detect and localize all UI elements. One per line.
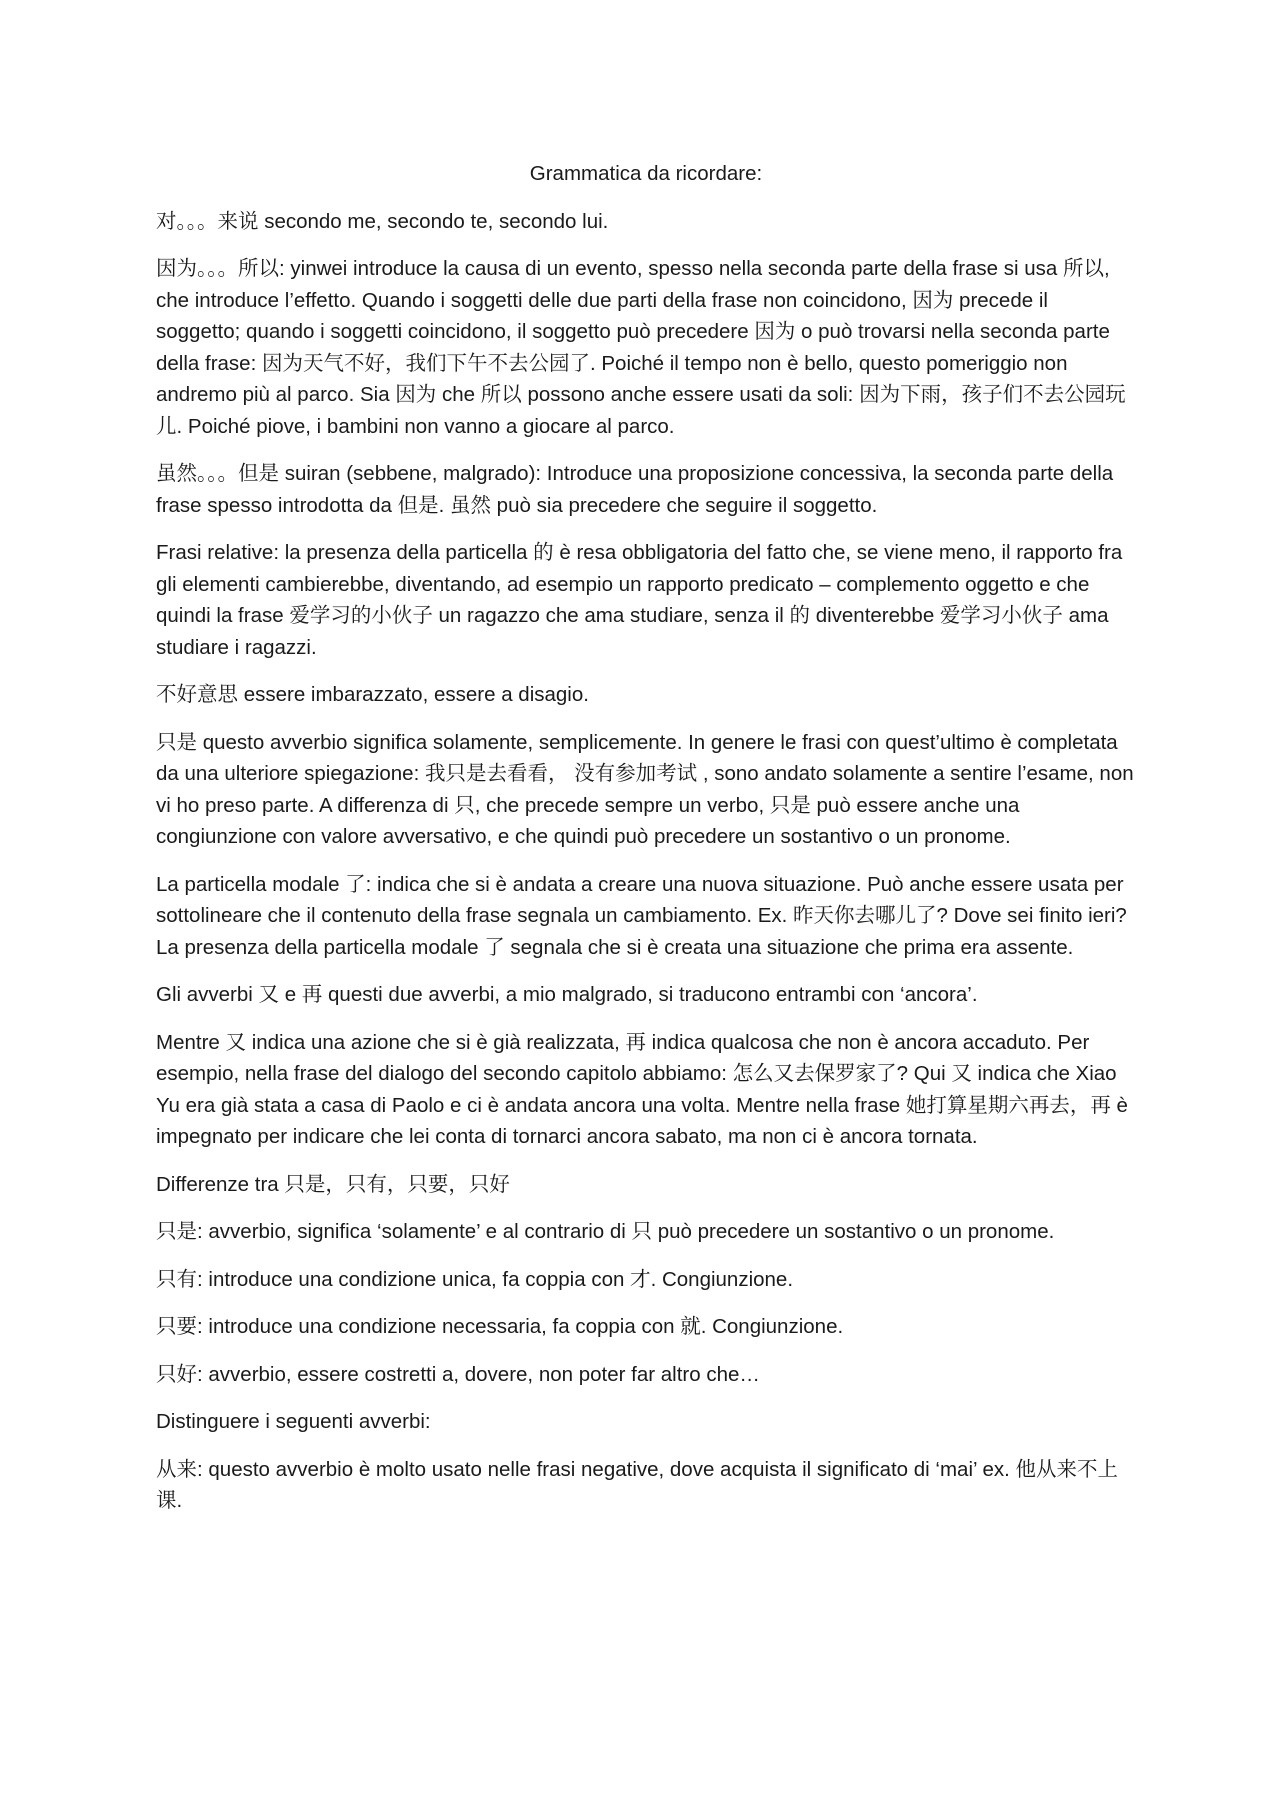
paragraph-suiran-danshi: 虽然。。。但是 suiran (sebbene, malgrado): Introduce una proposizione concessiva, la seconda parte della frase spesso introdotta da 但是. 虽然 può sia precedere che seguire il soggetto. xyxy=(156,462,1114,517)
paragraph-zhiyao-def: 只要: introduce una condizione necessaria, fa coppia con 就. Congiunzione. xyxy=(156,1315,844,1338)
paragraph-bu-hao-yisi: 不好意思 essere imbarazzato, essere a disagio. xyxy=(156,683,589,706)
paragraph-zhihao-def: 只好: avverbio, essere costretti a, dovere, non poter far altro che… xyxy=(156,1362,760,1386)
paragraph-zhishi: 只是 questo avverbio significa solamente, semplicemente. In genere le frasi con quest’ultimo è completata da una ulteriore spiegazione: 我只是去看看， 没有参加考试 , sono andato solamente a sentire l’esame, non vi ho preso parte. A differenza di 只, che precede sempre un verbo, 只是 può essere anche una congiunzione con valore avversativo, e che quindi può precedere un sostantivo o un pronome. xyxy=(156,730,1134,848)
document-title: Grammatica da ricordare: xyxy=(529,162,763,185)
paragraph-you-zai-esempio: Mentre 又 indica una azione che si è già realizzata, 再 indica qualcosa che non è ancora accaduto. Per esempio, nella frase del dialogo del secondo capitolo abbiamo: 怎么又去保罗家了? Qui 又 indica che Xiao Yu era già stata a casa di Paolo e ci è andata ancora una volta. Mentre nella frase 她打算星期六再去，再 è impegnato per indicare che lei conta di tornarci ancora sabato, ma non ci è ancora tornata. xyxy=(156,1030,1128,1148)
paragraph-you-zai: Gli avverbi 又 e 再 questi due avverbi, a mio malgrado, si traducono entrambi con ‘ancora’. xyxy=(156,983,978,1006)
paragraph-differenze: Differenze tra 只是，只有，只要，只好 xyxy=(156,1172,510,1196)
paragraph-frasi-relative: Frasi relative: la presenza della particella 的 è resa obbligatoria del fatto che, se viene meno, il rapporto fra gli elementi cambierebbe, diventando, ad esempio un rapporto predicato – complemento oggetto e che quindi la frase 爱学习的小伙子 un ragazzo che ama studiare, senza il 的 diventerebbe 爱学习小伙子 ama studiare i ragazzi. xyxy=(156,541,1123,659)
paragraph-zhishi-def: 只是: avverbio, significa ‘solamente’ e al contrario di 只 può precedere un sostantivo o un pronome. xyxy=(156,1220,1055,1243)
paragraph-distinguere: Distinguere i seguenti avverbi: xyxy=(156,1410,431,1433)
paragraph-conglai: 从来: questo avverbio è molto usato nelle frasi negative, dove acquista il significato di ‘mai’ ex. 他从来不上课. xyxy=(156,1457,1119,1512)
paragraph-dui-laishuo: 对。。。来说 secondo me, secondo te, secondo lui. xyxy=(156,209,609,233)
document-body xyxy=(156,158,1136,1533)
paragraph-yinwei-suoyi: 因为。。。所以: yinwei introduce la causa di un evento, spesso nella seconda parte della frase si usa 所以, che introduce l’effetto. Quando i soggetti delle due parti della frase non coincidono, 因为 precede il soggetto; quando i soggetti coincidono, il soggetto può precedere 因为 o può trovarsi nella seconda parte della frase: 因为天气不好，我们下午不去公园了. Poiché il tempo non è bello, questo pomeriggio non andremo più al parco. Sia 因为 che 所以 possono anche essere usati da soli: 因为下雨，孩子们不去公园玩儿. Poiché piove, i bambini non vanno a giocare al parco. xyxy=(156,257,1126,438)
paragraph-particella-le: La particella modale 了: indica che si è andata a creare una nuova situazione. Può anche essere usata per sottolineare che il contenuto della frase segnala un cambiamento. Ex. 昨天你去哪儿了? Dove sei finito ieri? La presenza della particella modale 了 segnala che si è creata una situazione che prima era assente. xyxy=(156,872,1127,959)
paragraph-zhiyou-def: 只有: introduce una condizione unica, fa coppia con 才. Congiunzione. xyxy=(156,1267,794,1291)
